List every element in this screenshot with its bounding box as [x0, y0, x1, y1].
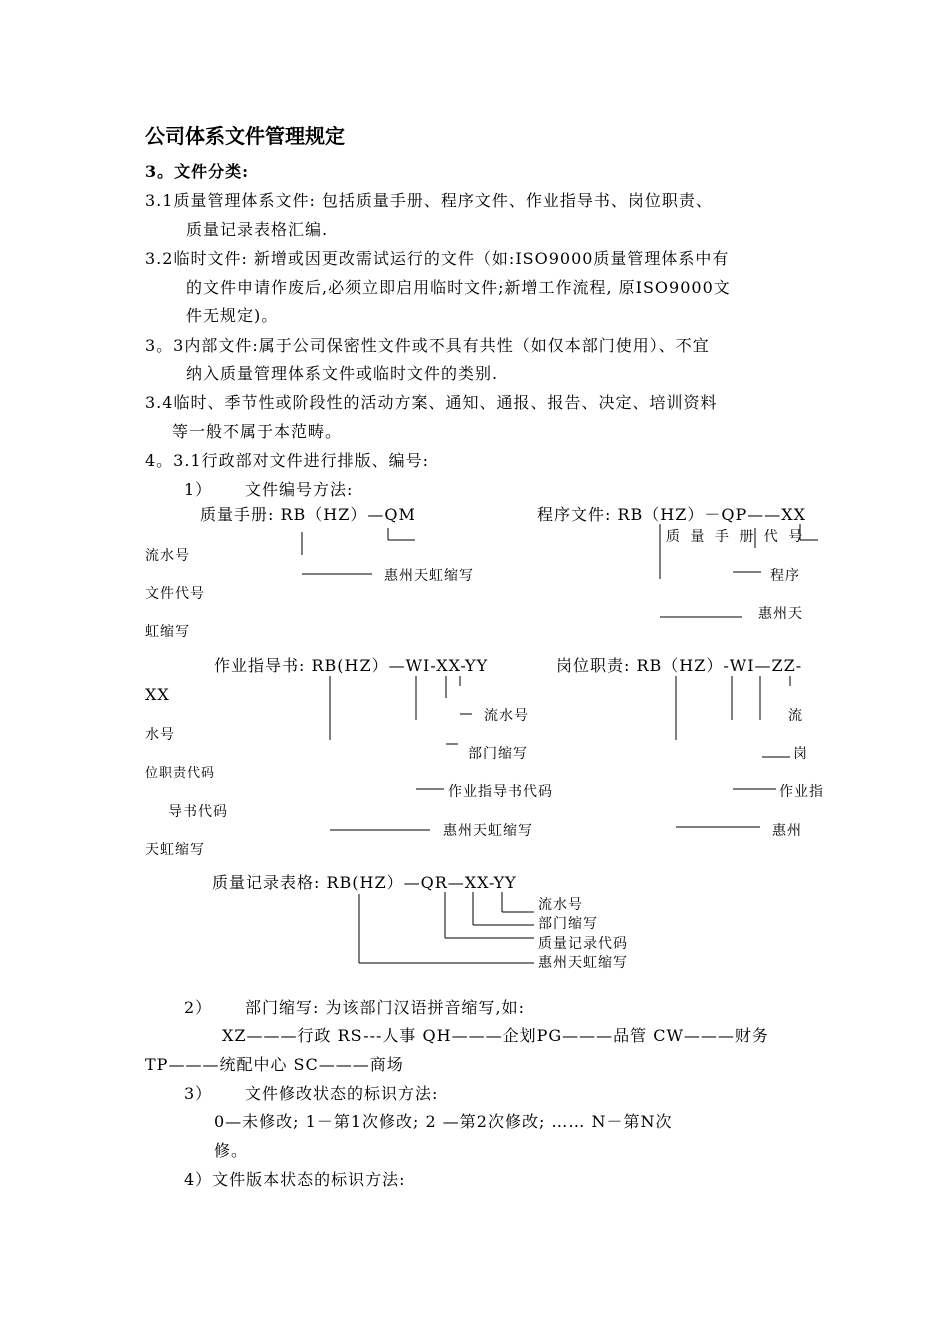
item-3-4-line2: 等一般不属于本范畴。 — [172, 422, 343, 441]
zz-huizhou-label: 惠州 — [772, 823, 802, 839]
item-3-3-line2: 纳入质量管理体系文件或临时文件的类别. — [186, 364, 499, 383]
item-4-3-1: 4。3.1行政部对文件进行排版、编号: — [145, 451, 430, 470]
left-hong-label: 虹缩写 — [145, 624, 190, 640]
item-3-1-line1: 3.1质量管理体系文件: 包括质量手册、程序文件、作业指导书、岗位职责、 — [145, 191, 713, 210]
method-1-number: 1） — [184, 480, 213, 499]
wi-huizhou-label: 惠州天虹缩写 — [443, 823, 533, 839]
wi-guide-code-label: 作业指导书代码 — [448, 784, 553, 800]
wi-liushui-label: 流水号 — [484, 708, 529, 724]
dept-list-line1: XZ———行政 RS---人事 QH———企划PG———品管 CW———财务 — [222, 1026, 769, 1045]
left-gangwei-label: 位职责代码 — [145, 766, 216, 781]
qp-code: 程序文件: RB（HZ）－QP——XX — [537, 505, 807, 524]
zz-gang-label: 岗 — [793, 746, 808, 762]
method-2-number: 2） — [184, 998, 213, 1017]
section-heading: 3。文件分类: — [145, 162, 250, 181]
dept-list-line2: TP———统配中心 SC———商场 — [145, 1055, 404, 1074]
item-3-1-line2: 质量记录表格汇编. — [186, 220, 329, 239]
qr-code: 质量记录表格: RB(HZ）—QR—XX-YY — [212, 873, 517, 892]
method-4-text: 4）文件版本状态的标识方法: — [184, 1170, 406, 1189]
item-3-2-line2: 的文件申请作废后,必须立即启用临时文件;新增工作流程, 原ISO9000文 — [186, 278, 731, 297]
method-1-text: 文件编号方法: — [245, 480, 354, 499]
left-tianhong-label: 天虹缩写 — [145, 842, 205, 858]
left-wenjian-code-label: 文件代号 — [145, 586, 205, 602]
zz-code: 岗位职责: RB（HZ）-WI—ZZ- — [556, 656, 803, 675]
modify-line1: 0—未修改; 1－第1次修改; 2 —第2次修改; …… N－第N次 — [214, 1112, 673, 1131]
qr-liushui-label: 流水号 — [538, 897, 583, 913]
left-guide-label: 导书代码 — [168, 804, 228, 820]
qr-huizhou-label: 惠州天虹缩写 — [538, 955, 628, 971]
item-3-2-line1: 3.2临时文件: 新增或因更改需试运行的文件（如:ISO9000质量管理体系中有 — [145, 249, 730, 268]
qp-procedure-label: 程序 — [770, 568, 800, 584]
qr-dept-label: 部门缩写 — [538, 916, 598, 932]
wi-code: 作业指导书: RB(HZ）—WI-XX-YY — [214, 656, 489, 675]
left-liushui-label: 流水号 — [145, 548, 190, 564]
page-title: 公司体系文件管理规定 — [145, 124, 345, 148]
wi-dept-label: 部门缩写 — [468, 746, 528, 762]
left-xx-label: XX — [145, 685, 170, 704]
item-3-3-line1: 3。3内部文件:属于公司保密性文件或不具有共性（如仅本部门使用）、不宜 — [145, 336, 710, 355]
method-2-text: 部门缩写: 为该部门汉语拼音缩写,如: — [245, 998, 525, 1017]
method-3-text: 文件修改状态的标识方法: — [245, 1084, 439, 1103]
zz-liu-label: 流 — [788, 708, 803, 724]
qm-code: 质量手册: RB（HZ）—QM — [200, 505, 416, 524]
qp-huizhou-label: 惠州天 — [758, 606, 803, 622]
modify-line2: 修。 — [214, 1141, 249, 1160]
qp-manual-label: 质 量 手 册 代 号 — [666, 529, 806, 545]
item-3-4-line1: 3.4临时、季节性或阶段性的活动方案、通知、通报、报告、决定、培训资料 — [145, 393, 718, 412]
left-shuihao-label: 水号 — [145, 727, 175, 743]
method-3-number: 3） — [184, 1084, 213, 1103]
qr-record-label: 质量记录代码 — [538, 936, 628, 952]
zz-guide-label: 作业指 — [779, 784, 824, 800]
qm-huizhou-label: 惠州天虹缩写 — [384, 568, 474, 584]
item-3-2-line3: 件无规定)。 — [186, 306, 279, 325]
